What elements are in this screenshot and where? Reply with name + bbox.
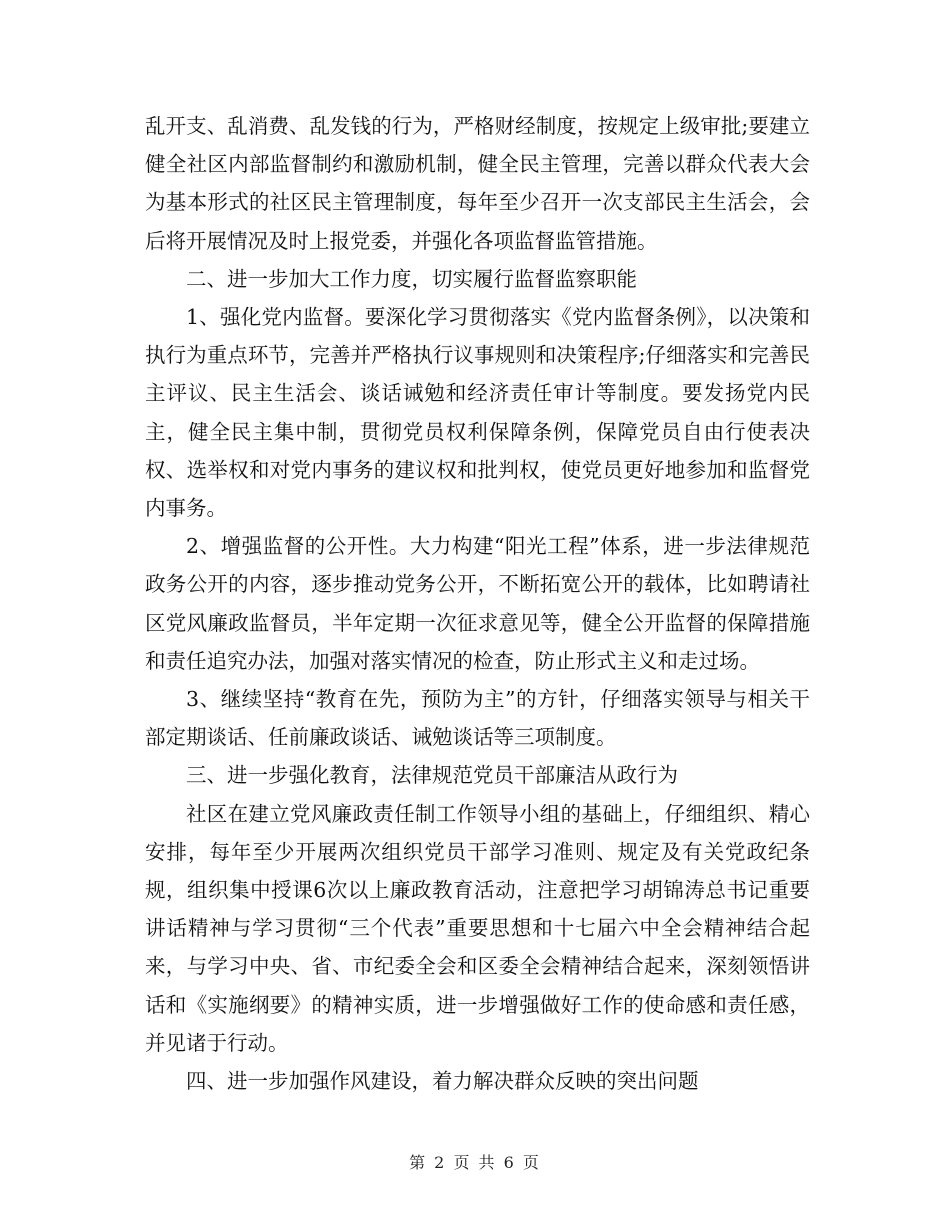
section-heading: 四、进一步加强作风建设，着力解决群众反映的突出问题: [186, 1069, 699, 1094]
page-number-footer: 第 2 页 共 6 页: [409, 1153, 541, 1172]
paragraph: 乱开支、乱消费、乱发钱的行为，严格财经制度，按规定上级审批;要建立健全社区内部监督制约和激励机制，健全民主管理，完善以群众代表大会为基本形式的社区民主管理制度，每年至少召开一次支部民主生活会，会后将开展情况及时上报党委，并强化各项监督监管措施。: [145, 114, 810, 253]
section-heading: 三、进一步强化教育，法律规范党员干部廉洁从政行为: [186, 763, 678, 788]
paragraph: 社区在建立党风廉政责任制工作领导小组的基础上，仔细组织、精心安排，每年至少开展两次组织党员干部学习准则、规定及有关党政纪条规，组织集中授课6次以上廉政教育活动，注意把学习胡锦涛总书记重要讲话精神与学习贯彻“三个代表”重要思想和十七届六中全会精神结合起来，与学习中央、省、市纪委全会和区委全会精神结合起来，深刻领悟讲话和《实施纲要》的精神实质，进一步增强做好工作的使命感和责任感，并见诸于行动。: [145, 801, 810, 1055]
paragraph: 2、增强监督的公开性。大力构建“阳光工程”体系，进一步法律规范政务公开的内容，逐步推动党务公开，不断拓宽公开的载体，比如聘请社区党风廉政监督员，半年定期一次征求意见等，健全公开监督的保障措施和责任追究办法，加强对落实情况的检查，防止形式主义和走过场。: [145, 534, 810, 673]
paragraph: 3、继续坚持“教育在先，预防为主”的方针，仔细落实领导与相关干部定期谈话、任前廉政谈话、诫勉谈话等三项制度。: [145, 687, 810, 750]
section-heading: 二、进一步加大工作力度，切实履行监督监察职能: [186, 266, 637, 291]
paragraph: 1、强化党内监督。要深化学习贯彻落实《党内监督条例》，以决策和执行为重点环节，完善并严格执行议事规则和决策程序;仔细落实和完善民主评议、民主生活会、谈话诫勉和经济责任审计等制度。要发扬党内民主，健全民主集中制，贯彻党员权利保障条例，保障党员自由行使表决权、选举权和对党内事务的建议权和批判权，使党员更好地参加和监督党内事务。: [145, 305, 810, 521]
document-body: [145, 107, 810, 1100]
